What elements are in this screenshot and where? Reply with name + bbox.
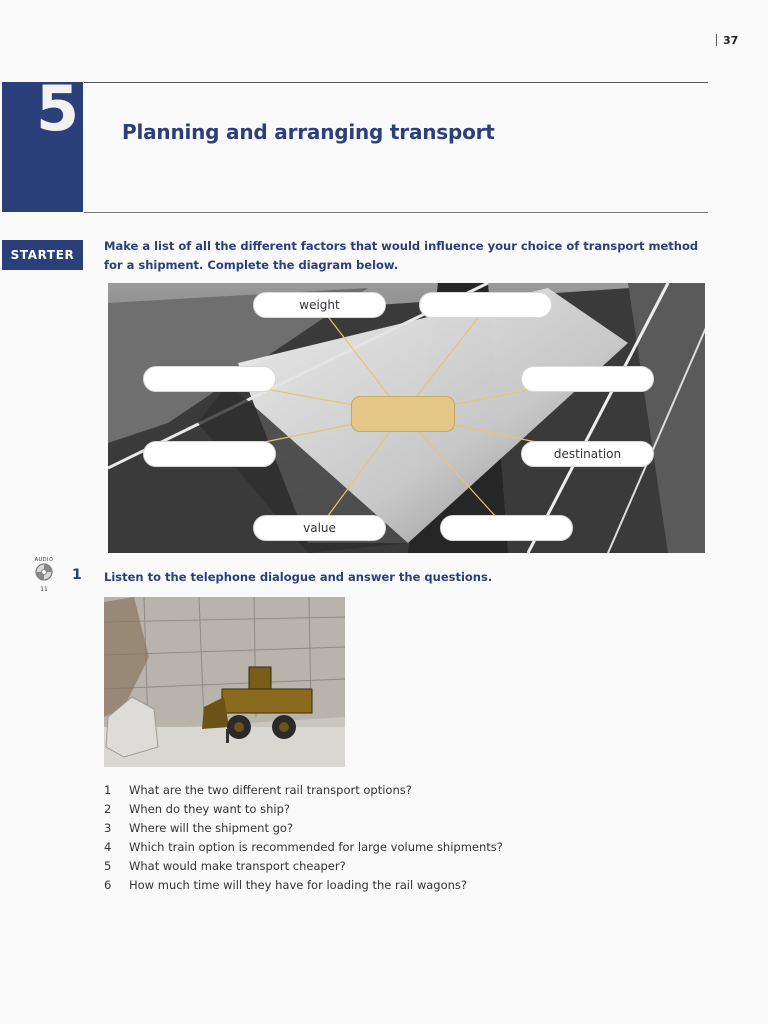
starter-instructions: Make a list of all the different factors that would influence your choice of transport method for a shipment. Complete the diagram below. [104,239,699,272]
factor-box-weight[interactable]: weight [253,292,386,318]
quarry-photo [104,597,345,767]
exercise-instructions: Listen to the telephone dialogue and answer the questions. [104,570,493,584]
question-item: 4 Which train option is recommended for large volume shipments? [104,840,503,854]
question-item: 5 What would make transport cheaper? [104,859,346,873]
diagram-center-box[interactable] [351,396,455,432]
question-item: 3 Where will the shipment go? [104,821,294,835]
quarry-loader-image [104,597,345,767]
question-item: 1 What are the two different rail transport options? [104,783,412,797]
cd-icon [35,563,53,581]
factor-box-empty[interactable] [419,292,552,318]
question-item: 6 How much time will they have for loading the rail wagons? [104,878,467,892]
factor-diagram [108,283,705,553]
factor-box-empty[interactable] [143,366,276,392]
factor-box-empty[interactable] [440,515,573,541]
question-list [104,781,664,895]
page-number: 37 [716,34,738,47]
unit-number: 5 [36,72,80,145]
audio-track-marker [32,557,56,593]
header-rule [84,212,708,213]
top-rule [84,82,708,83]
factor-box-empty[interactable] [521,366,654,392]
exercise-number: 1 [72,567,82,583]
audio-label: AUDIO [34,557,54,563]
starter-tag: STARTER [2,240,83,270]
question-item: 2 When do they want to ship? [104,802,290,816]
factor-box-value[interactable]: value [253,515,386,541]
factor-box-destination[interactable]: destination [521,441,654,467]
factor-box-empty[interactable] [143,441,276,467]
unit-title: Planning and arranging transport [122,120,495,144]
audio-track-number: 11 [40,586,48,593]
